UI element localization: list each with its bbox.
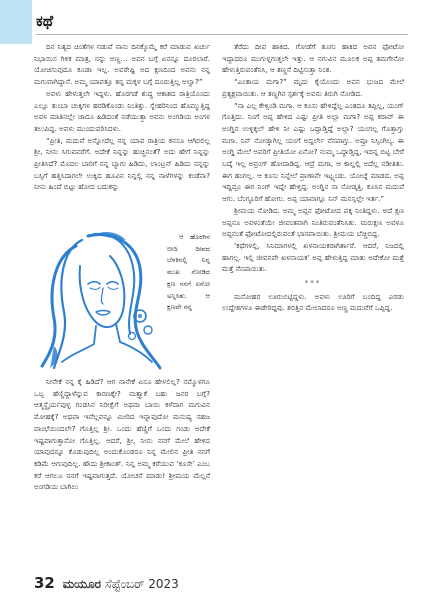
section-divider: *** (304, 278, 322, 288)
paragraph: ‘ಕಥೆಗಳಲ್ಲಿ, ಸಿನಿಮಾಗಳಲ್ಲಿ ಖಳನಾಯಕರಾಗಿರ್ತಾರೆ. ಆದರೆ, ನಿಜದಲ್ಲಿ ಹಾಗಲ್ಲ. ಇಲ್ಲಿ ಜೀವನವೇ ಖಳನಾಯಕ’ ಅಪ್ಪ ಹೇಳುತ್ತಿದ್ದ ಮಾತು ಅದೇಕೋ ಮತ್ತೆ ಮತ್ತೆ ನೆನಪಾಯಿತು. (222, 240, 404, 274)
right-column (222, 41, 404, 561)
left-column-beside-illustration (167, 232, 210, 380)
page-number: 32 (34, 574, 55, 592)
paragraph: “ಎಂತಾಯ ಮಗಾ?” ಮೃದು ಕೈಯೊಂದು ಅವನ ಭುಜದ ಮೇಲೆ ಪ್ರತ್ಯಕ್ಷವಾಯಿತು. ಆ ತಣ್ಣಗಿನ ಸ್ಪರ್ಶಕ್ಕೆ ಅವನು ತಿರುಗಿ ನೋಡಿದ. (222, 77, 404, 98)
paragraph: ದಿನ ನಿತ್ಯದ ಚಿಂತೆಗಳ ನಡುವೆ ನಾನು ದಿನಕ್ಕೊಮ್ಮೆ ಕರೆ ಮಾಡುವ ಖರ್ಚು ನಿಭಾಯಿಸ ಗಿಳಿಕ ಮಾತ್ರ, ನನ್ನು ಅಣ್ಣ… ಅವನ ಬಗ್ಗೆ ಏನನ್ನೂ ದೂರಲಾರೆ. ಯೋಚಿಸುವುದೂ ಕೂಡಾ ಇಲ್ಲ. ಅವರೇಷ್ಟಿ ಅದ ಕ್ಷಣದಿಂದ ಅವನು ನನ್ನ ಮಗುವಾಗಿದ್ದಾನೆ. ಅಮ್ಮ ಯಾವತ್ತೂ ತನ್ನ ಮಕ್ಕಳ ಬಗ್ಗೆ ದೂರುತ್ತಿಲ್ಲ ಅಲ್ವಾ?” (34, 42, 210, 87)
header-rule (36, 34, 408, 35)
section-title: ಕಥೆ (36, 12, 54, 30)
paragraph: ಶ್ರೀಮಯ ನೋಡಿದ. ಅಮ್ಮ ಅಪ್ಪನ ಫೋಟೋದ ಪಕ್ಕ ನಿಂತಿದ್ದಳು. ಅದೆ ಕ್ಷಣ ಅಪ್ಪನೂ ಅವಳಂತೆಯೇ ಜೀವಂತವಾಗಿ ನಿಂತಿರುವಂತೆನಿಸಿತು. ಮರುಕ್ಷಣ ಅವಳೂ ಅಪ್ಪನಂತೆ ಫೋಟೋದಲ್ಲಿರುವಂತೆ ಭಾಸವಾಯಿತು. ಶ್ರೀಮಯ ಬೆಚ್ಚಿಬಿದ್ದ. (222, 205, 404, 239)
left-column-top (34, 41, 210, 237)
issue-date: ಸೆಪ್ಟೆಂಬರ್ 2023 (104, 577, 179, 591)
paragraph: ಆ ಹೊರಗಿನ ಬೀದಿ ದೀಪದ ಬೆಳಕಿನಲ್ಲಿ ನಿನ್ನ ಮುಖ ನೋಡಿದ ಕ್ಷಣ ನನಗೆ ಏನೋ ಅನ್ನಿಸಿತು. ಆ ಕ್ಷಣವೇ ನನ್ನ (167, 233, 210, 312)
paragraph: ಮನೋಹರ ಊರುಬಿಟ್ಟಿದ್ದಳು. ಅವಳು ಊರಿಗೆ ಬಂದಿದ್ದ ಎರಡು ಉದ್ದೇಶಗಳೂ ಈಡೇರಿದ್ದವು. ಶರತ್ತಿನ ಮೇಲಾದರೂ ಅಣ್ಣ ಮದುವೆಗೆ ಒಪ್ಪಿದ್ದ. (222, 291, 404, 313)
left-column-bottom (34, 376, 210, 560)
page-footer (34, 574, 179, 592)
section-corner-block (0, 0, 32, 44)
paragraph: ಅವಳು ಹೇಳುತ್ತಲೇ ಇದ್ದಳು. ಹೊರಗಡೆ ಶುದ್ಧ ಆಕಾಶದ ರಾತ್ರಿಯೊಂದು ಎಲ್ಲೂ ತುಂಬಾ ಚುಕ್ಕಿಗಳ ಹರಡಿಕೊಂಡು ನಿಂತಿತ್ತು. ಸ್ನೇಹರಿನಿಂದ ಹೊಮ್ಮುತ್ತಿದ್ದ ಅವಳ ಮಾತಿನಲ್ಲೇ ಜಾದೂ ಹಿಡಿದಂತೆ ನಡೆಯುತ್ತಾ ಅವನು ಅಂಗಡಿಯ ಅಂಗಳ ತಲುಪಿದ್ದ. ಅವಳು ಮುಂದುವರಿಸಿದಳು. (34, 88, 210, 133)
paragraph: “ಪ್ರೀತಿ, ಮದುವೆ ಅನ್ನೋದೆಲ್ಲ ನನ್ನ ಯಾವ ರಾತ್ರಿಯ ಕನಸೂ ಆಗಿರಲಿಲ್ಲ ಶ್ರೀ, ನೀನು ಸಿಗುವವರೆಗೆ. ಅದೇಕೆ ನಿನ್ನನ್ನು ಹುಚ್ಚಿನಂತೆ? ಅದು ಹೇಗೆ ನಿನ್ನನ್ನು ಪ್ರೀತಿಸಿದೆ? ಮೊದಲ ಬಾರಿಗೆ ನನ್ನ ಬ್ಯಾಗು ಹಿಡಿದು, ಲಾಂಟ್ರನ್ ಹಿಡಿದು ನನ್ನನ್ನು ಬಸ್ಸಿಗೆ ಹತ್ತಿಸಿದಾಗಲೇ ಉಕ್ಕಿದ ಹೂವಿನ ನಿನ್ನಲ್ಲಿ ನನ್ನ ನಾಳೆಗಳನ್ನು ಕಂಡೆನಾ? ನೀನು ಹಿಂದೆ ಬಿಟ್ಟು ಹೋದ ಬದುಕನ್ನು (34, 135, 210, 192)
magazine-name: ಮಯೂರ (62, 577, 101, 591)
paragraph: ತೆರೆದು ದೀಪ ಹಾಕಿದ. ಗೋಡೆಗೆ ತೂಗು ಹಾಕಿದ ಅವನ ಫೋಟೋ ಇದ್ದಾದರೂ ಮುಗುಳ್ನಗುತ್ತಲೇ ಇತ್ತು. ಆ ನಗುವಿನ ಮೂಲಕ ಅಪ್ಪ ತಮಗೇನೋ ಹೇಳುತ್ತಿರುವಂತೆನಿಸಿ, ಆ ತಣ್ಣನೆ ದಿಟ್ಟಿಸುತ್ತಾ ನಿಂತ. (222, 42, 404, 75)
woman-face-illustration-icon (36, 226, 164, 372)
paragraph: “ನಾ ಎಲ್ಲ ಕೇಳ್ಸಿಂಡಿ ಮಗಾ. ಆ ಕೂಸು ಹೇಳಿದ್ದೆಲ್ಲ ಎಂತದೂ ತಪ್ಪಿಲ್ಲ, ಯಂಗ್ ಗೊತ್ತಿದು. ನಿಂಗೆ ಅಪ್ಪ ಹೇಳಿದ ಎಷ್ಟು ಪ್ರೀತಿ ಅಲ್ಲಾ ಮಗಾ? ಅಪ್ಪ ಕರಾವ್ ಈ ಅಂಗ್ಡಿನ ಉಳ್ಳಿಕ್ಕಲ್ ಹೇಳಿ ನೀ ಎಷ್ಟು ಒದ್ದಾಡ್ತಿದ್ದೆ ಅಲ್ಲಾ? ಯಂಗಲ್ಲ ಗೊತ್ತಾಗ್ತು ಮಗಾ. ನಿನ್ ನೋಡ್ಕಾಗಿಲ್ಲ ಯಂಗೆ ಅದ್ದರ್ಲೇ ನೆನಪಾಗ್ತು. ಅವ್ರೂ ನಿಸ್ಸಿಂಗಿಲ್ಯ. ಈ ಅಂಗ್ಡಿ ಮೇಲೆ ಅವರಿಗೆ ಪ್ರೀತಿಯೋ ಏನೋ? ನುಮ್ಮ ಒದ್ದಾಡ್ತಿದ್ದ, ಇದನ್ನ ಬಿಟ್ಟ ಬೇರೆ ಬದ್ಕೆ ಇಲ್ಲ ಅವ್ರಂಗ್ ಹೋದಾಡಿದ್ದ. ಆದ್ರೆ ಮಗಾ, ಆ ಕಾಲ್ದಲ್ಲಿ ಅದೆಲ್ಲ ನಡೀತಿತು. ಈಗ ಹಂಗಲ್ಲ. ಆ ಕೂಸು ನಿನ್ನೇಲೆ ಪ್ರಾಣಾನೇ ಇಟ್ಟ್ಕಂಡು. ಯೋಚ್ನೆ ಮಾಡದ. ಅಪ್ಪ ಇದ್ದಿದ್ರೂ ಈಗ ನಿಂಗ್ ಇದ್ನೇ ಹೇಳ್ತಿದ್ದ. ಅಂಗ್ಡಿನ ನಾ ನೋಡ್ಕತ್ತಿ. ಕೂಸಿನ ಮದುವೆ ಆಗು. ಬೆಂಗ್ಳೂರಿಗೆ ಹೋಗು. ಅಪ್ಪ ಯಾವಾಗ್ಲೂ ನಿನ್ ಮನಸ್ಸಲ್ಲೇ ಇರ್ತ.” (222, 100, 404, 204)
paragraph: ನೀನೇಕೆ ನನ್ನ ಕೈ ಹಿಡಿದೆ? ಆಗ ನಾನೇಕೆ ಏನೂ ಹೇಳಲಿಲ್ಲ? ನಮ್ಮೊಳಗೂ ಒಬ್ಬ ಹೆಣ್ಣಿದ್ದಾಳೆನ್ನುವ ಕಾರಣಕ್ಕೇ? ಮತ್ತ್ಯಾಕೆ ಬಹು ಜನರ ಬಗ್ಗೆ? ಆತ್ಮಸ್ಥೈರ್ಯವುಳ್ಳ ಗಂಡಸಿನ ನಿರೀಕ್ಷೆಗೆ ಅಥವಾ ಬಾಯಿ ಕಳೆದಾಗ ಮಗುವಿನ ಮೋಹಕ್ಕೆ? ಅಥವಾ ಇವೆಲ್ಲವನ್ನೂ ಮೀರಿದ ಇನ್ನಾವುದೋ ಮನುಷ್ಯ ಸಹಜ ವಾಂಛೆಯಿಂದಲೇ? ಗೊತ್ತಿಲ್ಲ ಶ್ರೀ. ಒಂದು ಹೆಣ್ಣಿಗೆ ಒಂದು ಗಂಡು ಅದೇಕೆ ಇಷ್ಟವಾಗುತ್ತಾನೋ ಗೊತ್ತಿಲ್ಲ. ಆದರೆ, ಶ್ರೀ, ನೀನು ನನಗೆ ಮೇಲೆ ಹೇಳಿದ ಯಾವುದನ್ನೂ ಕೊಡುವುದಿಲ್ಲ ಅಂದುಕೊಂಡರೂ ನಿನ್ನ ಮೇಲಿನ ಪ್ರೀತಿ ನನಗೆ ಕಡಿಮೆ ಆಗುವುದಿಲ್ಲ. ಹೌದು ಶ್ರೀಕಾಂತ್. ನಿನ್ನ ಅಮ್ಮ ಕರೆಯುವ ‘ಕೂಸೇ’ ಎಂಬ ಕರೆ ಆಗಲೂ ನನಗೆ ಇಷ್ಟವಾಗುತ್ತದೆ. ಯೋಚನೆ ಮಾಡು! ಶ್ರೀಮಯ ಮೆಲ್ಲನೆ ಅಂಗಡಿಯ ಬಾಗಿಲು (34, 377, 210, 492)
